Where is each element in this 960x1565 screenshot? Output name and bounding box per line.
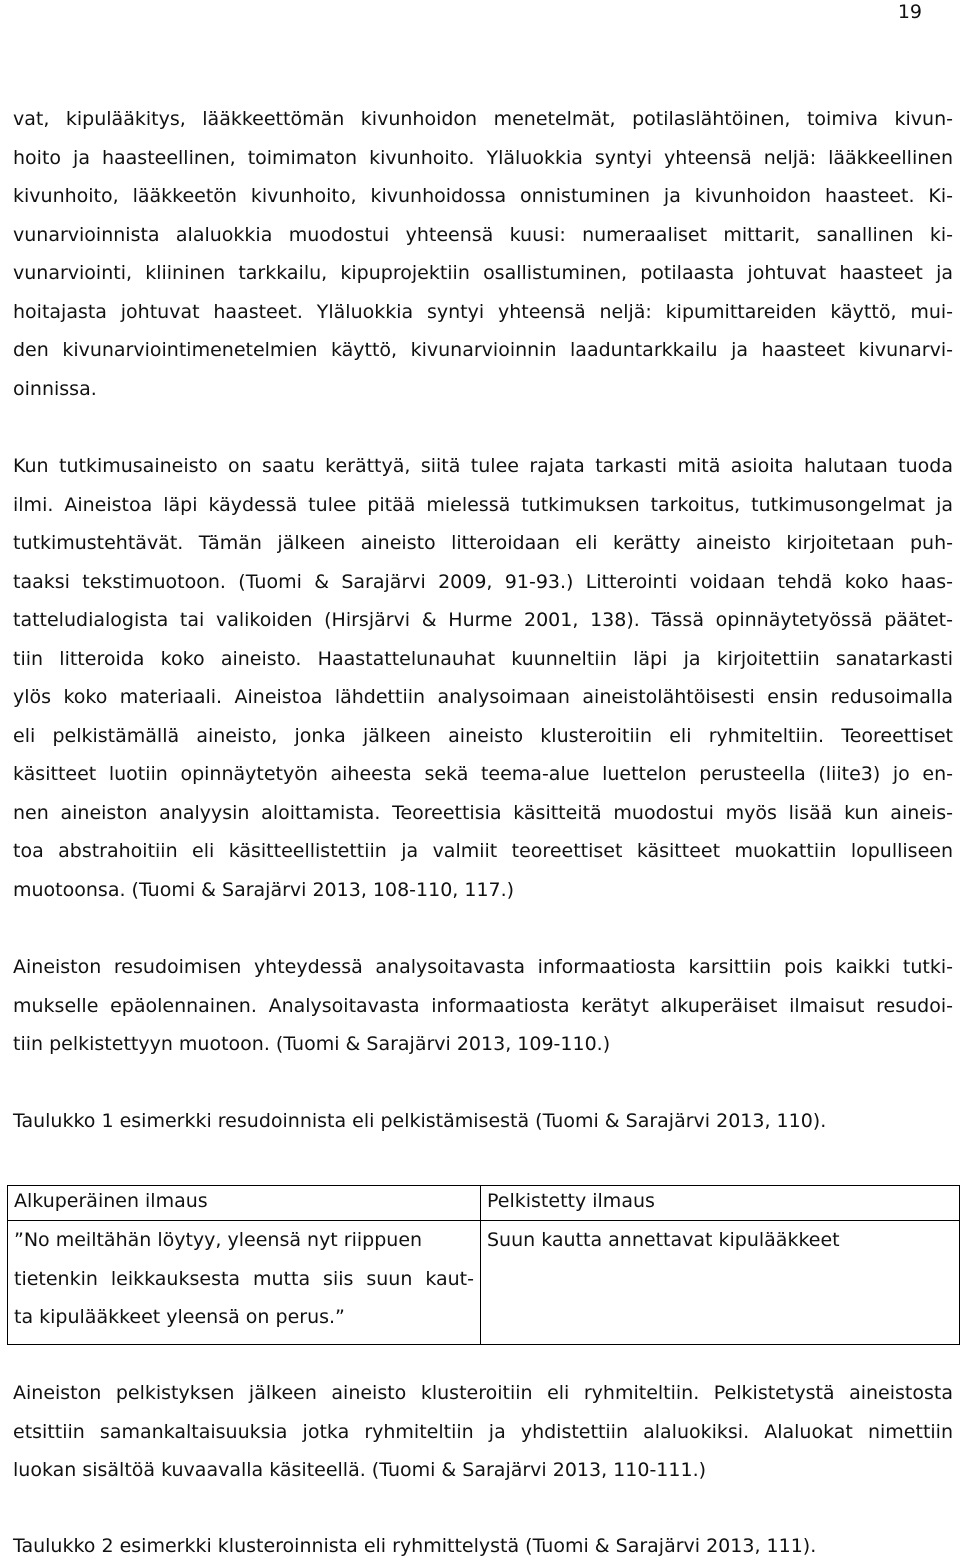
text-line: vunarviointi, kliininen tarkkailu, kipuprojektiin osallistuminen, potilaasta johtuvat haasteet ja — [13, 262, 953, 284]
paragraph-2 — [13, 447, 953, 909]
table-header-row — [8, 1186, 960, 1221]
cell-line: tietenkin leikkauksesta mutta siis suun kaut- — [14, 1267, 474, 1290]
header-original: Alkuperäinen ilmaus — [8, 1186, 481, 1221]
cell-reduced-expression — [481, 1221, 960, 1345]
text-line: vunarvioinnista alaluokkia muodostui yhteensä kuusi: numeraaliset mittarit, sanallinen ki- — [13, 223, 953, 246]
text-line: toa abstrahoitiin eli käsitteellistettiin ja valmiit teoreettiset käsitteet muokattiin lopulliseen — [13, 840, 953, 862]
cell-line: Suun kautta annettavat kipulääkkeet — [487, 1229, 840, 1251]
text-line: luokan sisältöä kuvaavalla käsiteellä. (Tuomi & Sarajärvi 2013, 110-111.) — [13, 1459, 707, 1481]
text-line: den kivunarviointimenetelmien käyttö, kivunarvioinnin laaduntarkkailu ja haasteet kivunarvi- — [13, 339, 953, 361]
text-line: Kun tutkimusaineisto on saatu kerättyä, siitä tulee rajata tarkasti mitä asioita halutaan tuoda — [13, 455, 953, 477]
cell-original-expression — [8, 1221, 481, 1345]
text-line: vat, kipulääkitys, lääkkeettömän kivunhoidon menetelmät, potilaslähtöinen, toimiva kivun- — [13, 108, 953, 130]
text-line: Aineiston pelkistyksen jälkeen aineisto klusteroitiin eli ryhmiteltiin. Pelkistetystä aineistosta — [13, 1382, 953, 1404]
table-1 — [7, 1185, 960, 1345]
text-line: etsittiin samankaltaisuuksia jotka ryhmiteltiin ja yhdistettiin alaluokiksi. Alaluokat nimettiin — [13, 1420, 953, 1443]
text-line: nen aineiston analyysin aloittamista. Teoreettisia käsitteitä muodostui myös lisää kun aineis- — [13, 801, 953, 824]
page-number: 19 — [897, 1, 922, 23]
text-line: hoito ja haasteellinen, toimimaton kivunhoito. Yläluokkia syntyi yhteensä neljä: lääkkeellinen — [13, 146, 953, 169]
cell-line: ”No meiltähän löytyy, yleensä nyt riippuen — [14, 1229, 423, 1251]
text-line: Aineiston resudoimisen yhteydessä analysoitavasta informaatiosta karsittiin pois kaikki tutki- — [13, 956, 953, 978]
text-line: tatteludialogista tai valikoiden (Hirsjärvi & Hurme 2001, 138). Tässä opinnäytetyössä päätet- — [13, 609, 953, 631]
text-line: oinnissa. — [13, 377, 97, 400]
text-line: ylös koko materiaali. Aineistoa lähdettiin analysoimaan aineistolähtöisesti ensin redusoimalla — [13, 686, 953, 708]
text-line: taaksi tekstimuotoon. (Tuomi & Sarajärvi 2009, 91-93.) Litterointi voidaan tehdä koko haas- — [13, 570, 953, 593]
text-line: muotoonsa. (Tuomi & Sarajärvi 2013, 108-110, 117.) — [13, 878, 515, 901]
text-line: käsitteet luotiin opinnäytetyön aiheesta sekä teema-alue luettelon perusteella (liite3) jo en- — [13, 763, 953, 785]
text-line: tutkimustehtävät. Tämän jälkeen aineisto litteroidaan eli kerätty aineisto kirjoitetaan puh- — [13, 532, 953, 554]
paragraph-4 — [13, 1374, 953, 1490]
text-line: ilmi. Aineistoa läpi käydessä tulee pitää mielessä tutkimuksen tarkoitus, tutkimusongelmat ja — [13, 493, 953, 516]
text-line: tiin pelkistettyyn muotoon. (Tuomi & Sarajärvi 2013, 109-110.) — [13, 1033, 611, 1055]
header-reduced: Pelkistetty ilmaus — [481, 1186, 960, 1221]
text-line: tiin litteroida koko aineisto. Haastattelunauhat kuunneltiin läpi ja kirjoitettiin sanatarkasti — [13, 647, 953, 670]
table-row — [8, 1221, 960, 1345]
text-line: kivunhoito, lääkkeetön kivunhoito, kivunhoidossa onnistuminen ja kivunhoidon haasteet. Ki- — [13, 185, 953, 207]
cell-line: ta kipulääkkeet yleensä on perus.” — [14, 1306, 345, 1328]
text-line: hoitajasta johtuvat haasteet. Yläluokkia syntyi yhteensä neljä: kipumittareiden käyttö, mui- — [13, 300, 953, 323]
table-1-caption: Taulukko 1 esimerkki resudoinnista eli pelkistämisestä (Tuomi & Sarajärvi 2013, 110). — [13, 1110, 827, 1132]
table-2-caption: Taulukko 2 esimerkki klusteroinnista eli ryhmittelystä (Tuomi & Sarajärvi 2013, 111). — [13, 1535, 817, 1557]
text-line: eli pelkistämällä aineisto, jonka jälkeen aineisto klusteroitiin eli ryhmiteltiin. Teoreettiset — [13, 724, 953, 747]
paragraph-3 — [13, 948, 953, 1064]
text-line: mukselle epäolennainen. Analysoitavasta informaatiosta kerätyt alkuperäiset ilmaisut resudoi- — [13, 994, 953, 1017]
paragraph-1 — [13, 100, 953, 408]
